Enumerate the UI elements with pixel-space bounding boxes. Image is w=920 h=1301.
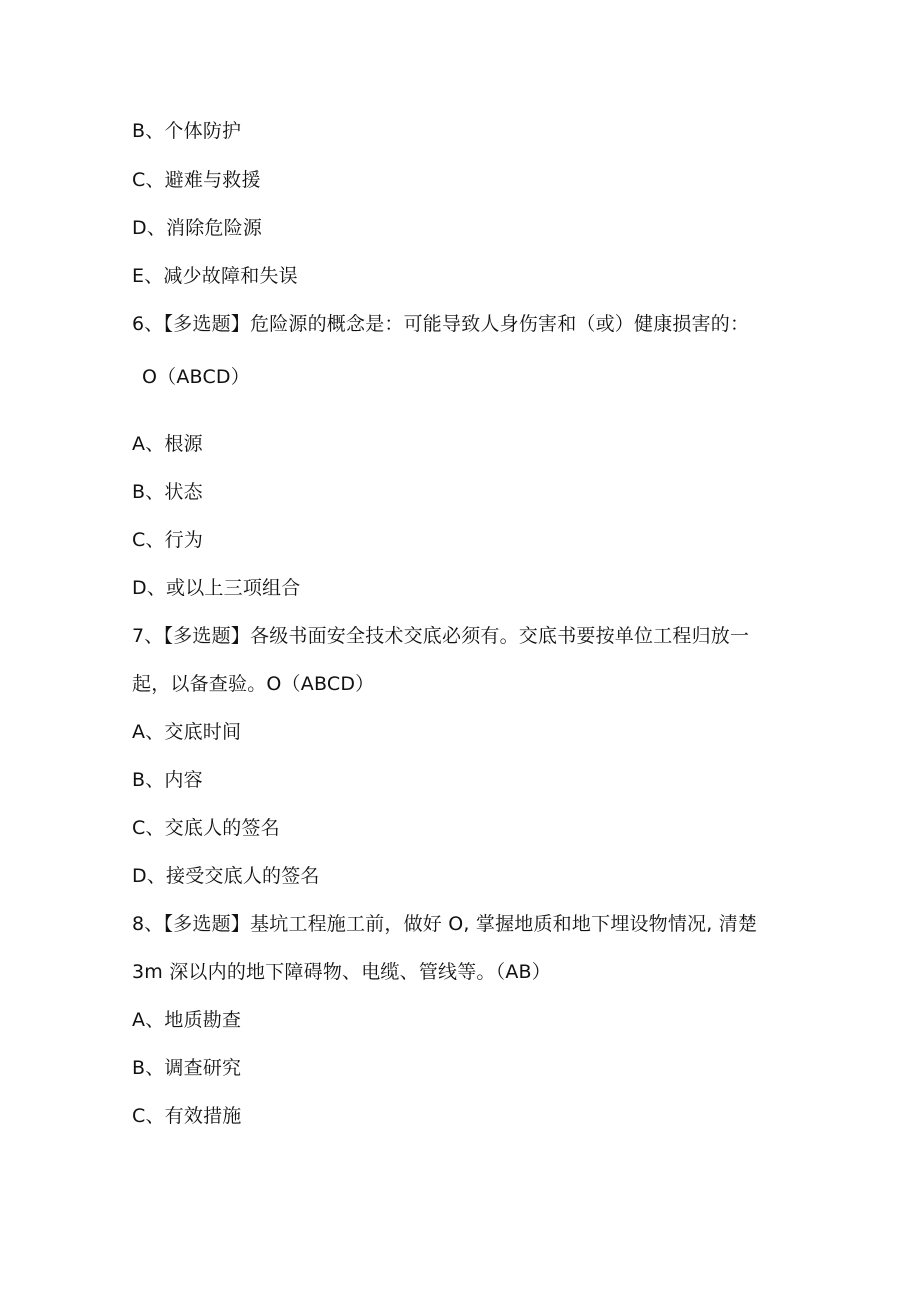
q8-option-a: A、地质勘查 — [132, 1009, 242, 1031]
question-7-text-line2: 起，以备查验。O（ABCD） — [132, 673, 375, 695]
q6-option-a: A、根源 — [132, 433, 203, 455]
question-8-text-line2: 3m 深以内的地下障碍物、电缆、管线等。（AB） — [132, 961, 551, 983]
q7-option-c: C、交底人的签名 — [132, 817, 280, 839]
q6-option-b: B、状态 — [132, 481, 203, 503]
q6-option-c: C、行为 — [132, 529, 204, 551]
q6-option-d: D、或以上三项组合 — [132, 577, 301, 599]
q8-option-c: C、有效措施 — [132, 1105, 242, 1127]
q7-option-d: D、接受交底人的签名 — [132, 865, 320, 887]
q8-option-b: B、调查研究 — [132, 1057, 242, 1079]
option-e-reduce-faults: E、减少故障和失误 — [132, 265, 298, 287]
question-7-text-line1: 7、【多选题】各级书面安全技术交底必须有。交底书要按单位工程归放一 — [132, 625, 750, 647]
option-b-individual-protection: B、个体防护 — [132, 120, 242, 142]
question-6-answer: O（ABCD） — [142, 366, 250, 388]
q7-option-b: B、内容 — [132, 769, 203, 791]
question-6-text: 6、【多选题】危险源的概念是：可能导致人身伤害和（或）健康损害的： — [132, 313, 750, 335]
option-c-evacuation-rescue: C、避难与救援 — [132, 169, 261, 191]
option-d-eliminate-hazard: D、消除危险源 — [132, 217, 263, 239]
q7-option-a: A、交底时间 — [132, 721, 242, 743]
question-8-text-line1: 8、【多选题】基坑工程施工前，做好 O, 掌握地质和地下埋设物情况, 清楚 — [132, 913, 758, 935]
